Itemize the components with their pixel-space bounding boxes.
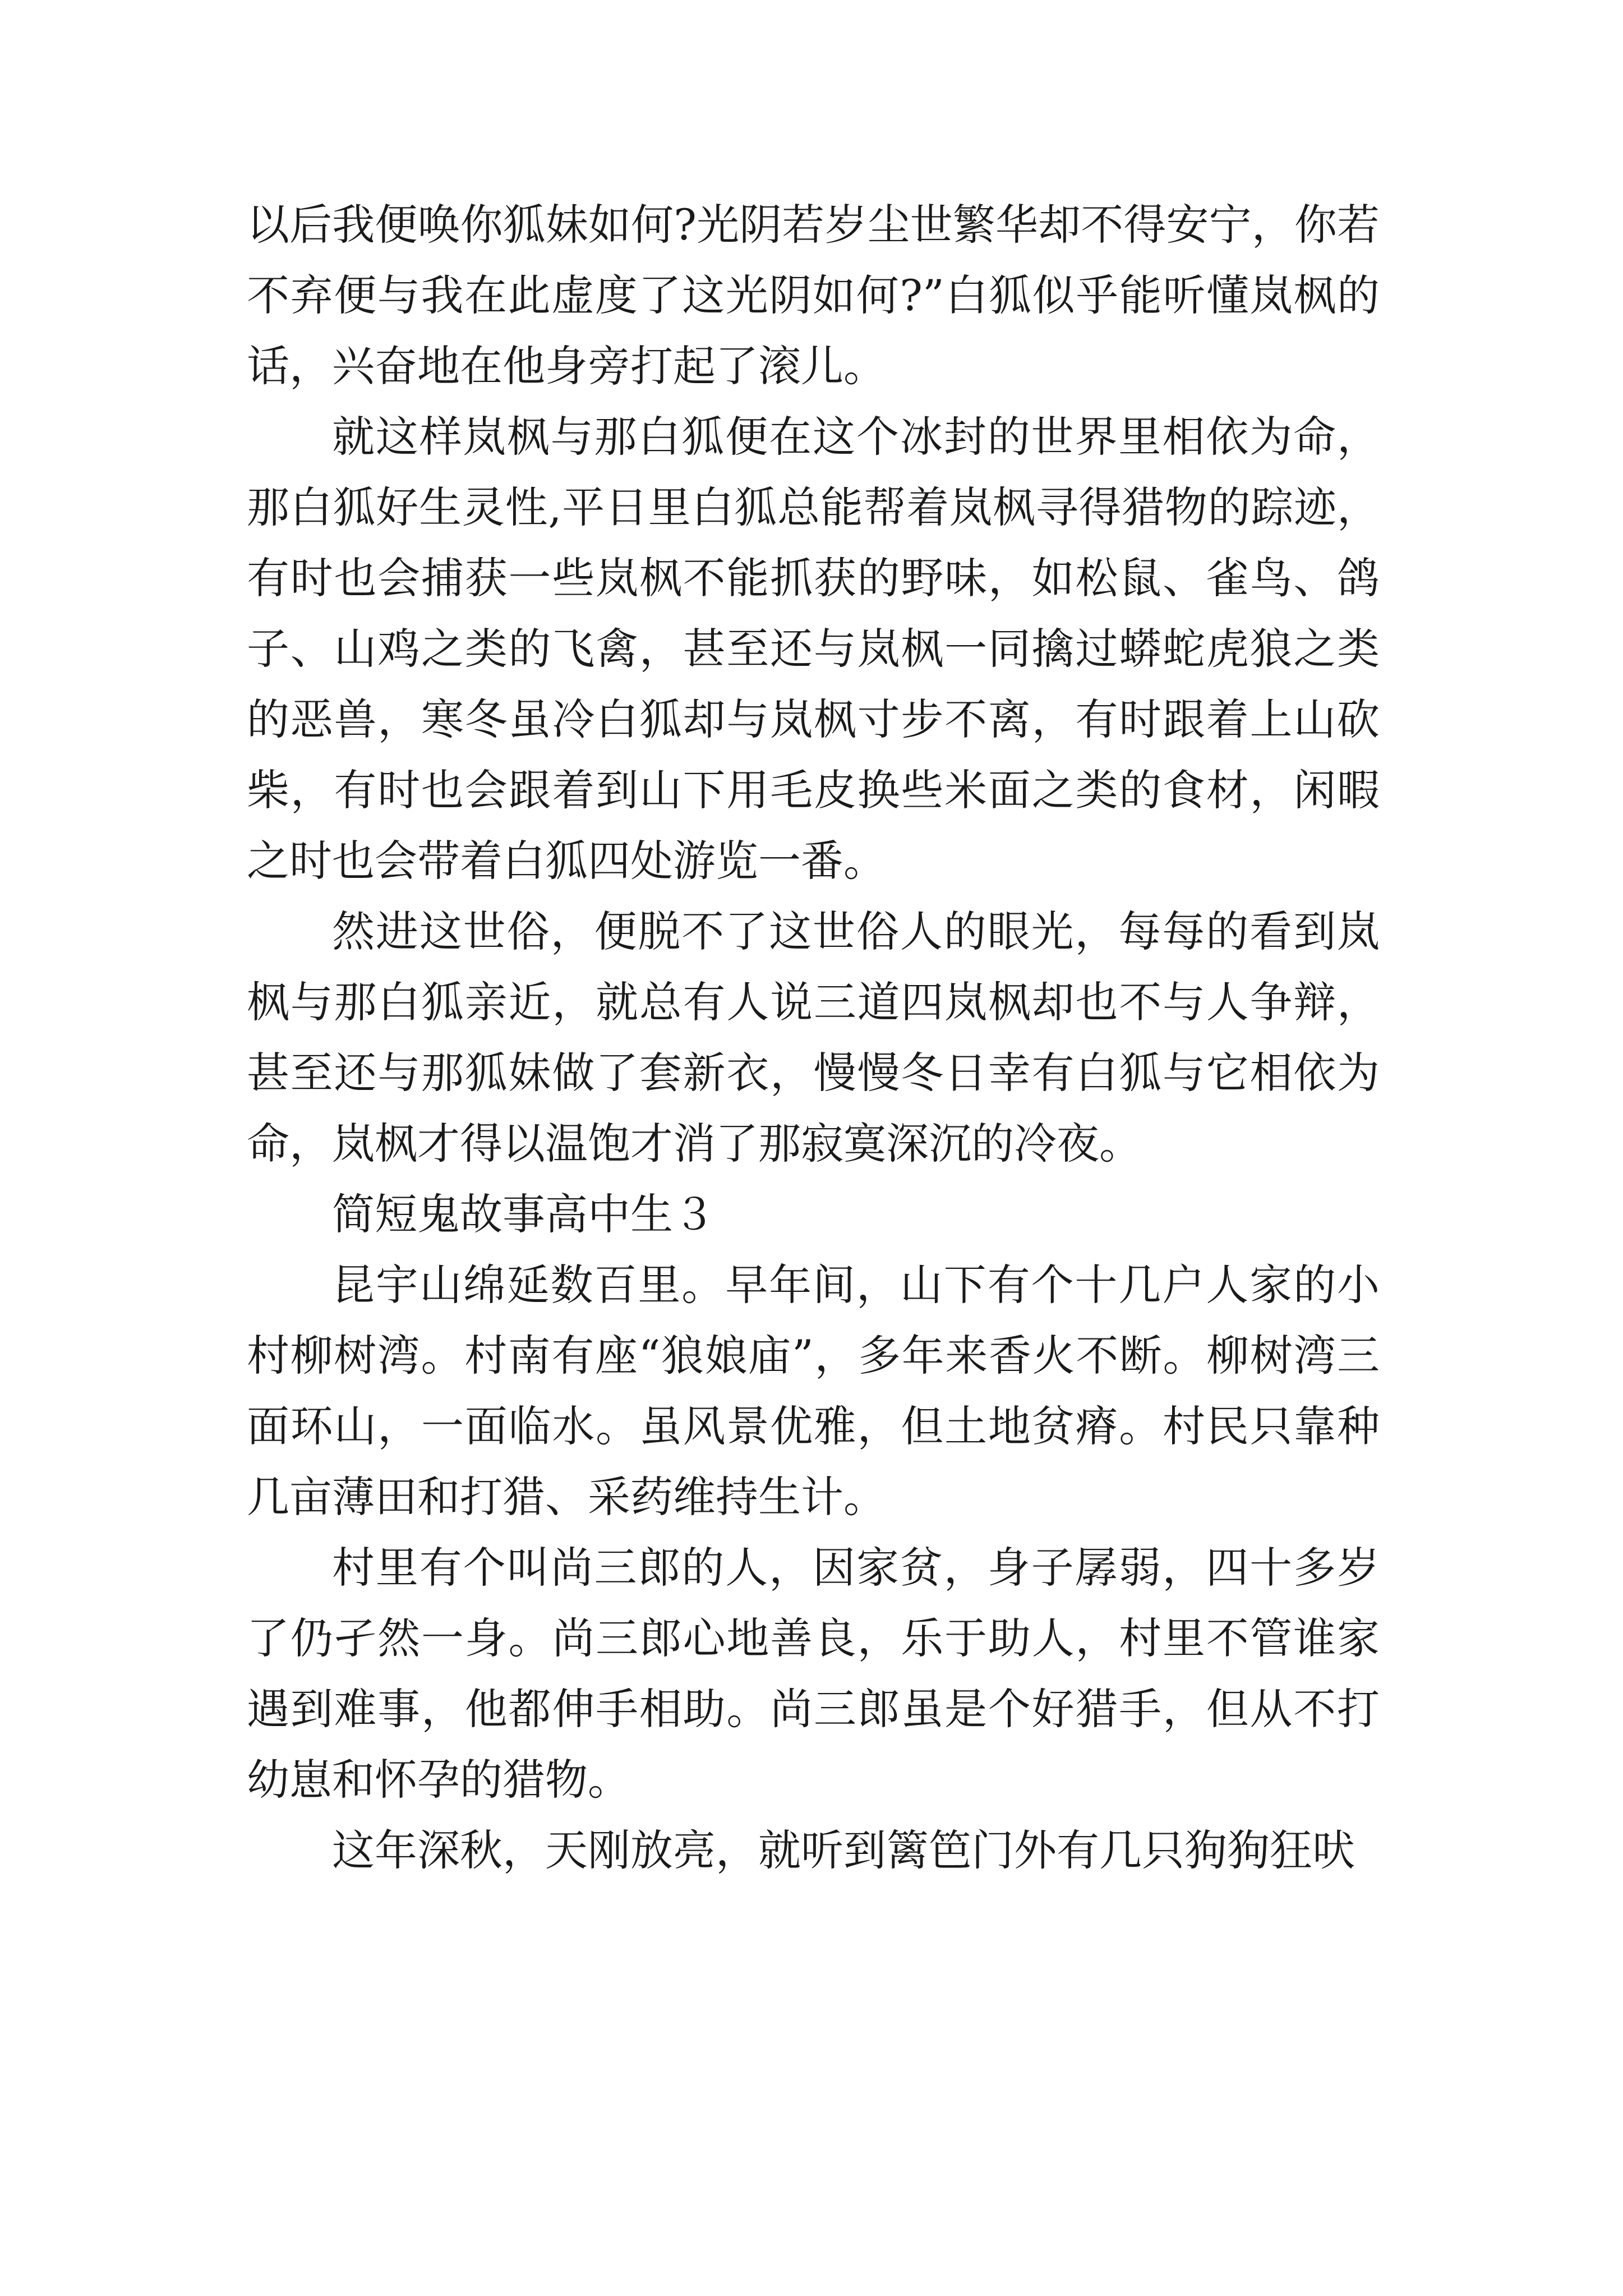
paragraph: 这年深秋，天刚放亮，就听到篱笆门外有几只狗狗狂吠: [332, 1825, 1355, 1875]
paragraph: 然进这世俗，便脱不了这世俗人的眼光，每每的看到岚枫与那白狐亲近，就总有人说三道四岚枫却也不与人争辩，甚至还与那狐妹做了套新衣，慢慢冬日幸有白狐与它相依为命，岚枫才得以温饱才消了那寂寞深沉的冷夜。: [247, 907, 1380, 1168]
paragraph: 村里有个叫尚三郎的人，因家贫，身子孱弱，四十多岁了仍孑然一身。尚三郎心地善良，乐于助人，村里不管谁家遇到难事，他都伸手相助。尚三郎虽是个好猎手，但从不打幼崽和怀孕的猎物。: [247, 1543, 1380, 1805]
section-heading: 简短鬼故事高中生３: [332, 1189, 716, 1239]
paragraph: 就这样岚枫与那白狐便在这个冰封的世界里相依为命，那白狐好生灵性,平日里白狐总能帮着岚枫寻得猎物的踪迹，有时也会捕获一些岚枫不能抓获的野味，如松鼠、雀鸟、鸽子、山鸡之类的飞禽，甚至还与岚枫一同擒过蟒蛇虎狼之类的恶兽，寒冬虽冷白狐却与岚枫寸步不离，有时跟着上山砍柴，有时也会跟着到山下用毛皮换些米面之类的食材，闲暇之时也会带着白狐四处游览一番。: [247, 412, 1380, 886]
document-body: [247, 190, 1380, 1886]
paragraph-continued: 以后我便唤你狐妹如何?光阴若岁尘世繁华却不得安宁，你若不弃便与我在此虚度了这光阴如何?”白狐似乎能听懂岚枫的话，兴奋地在他身旁打起了滚儿。: [247, 200, 1380, 391]
paragraph: 昆宇山绵延数百里。早年间，山下有个十几户人家的小村柳树湾。村南有座“狼娘庙”，多年来香火不断。柳树湾三面环山，一面临水。虽风景优雅，但土地贫瘠。村民只靠种几亩薄田和打猎、采药维持生计。: [247, 1260, 1380, 1522]
